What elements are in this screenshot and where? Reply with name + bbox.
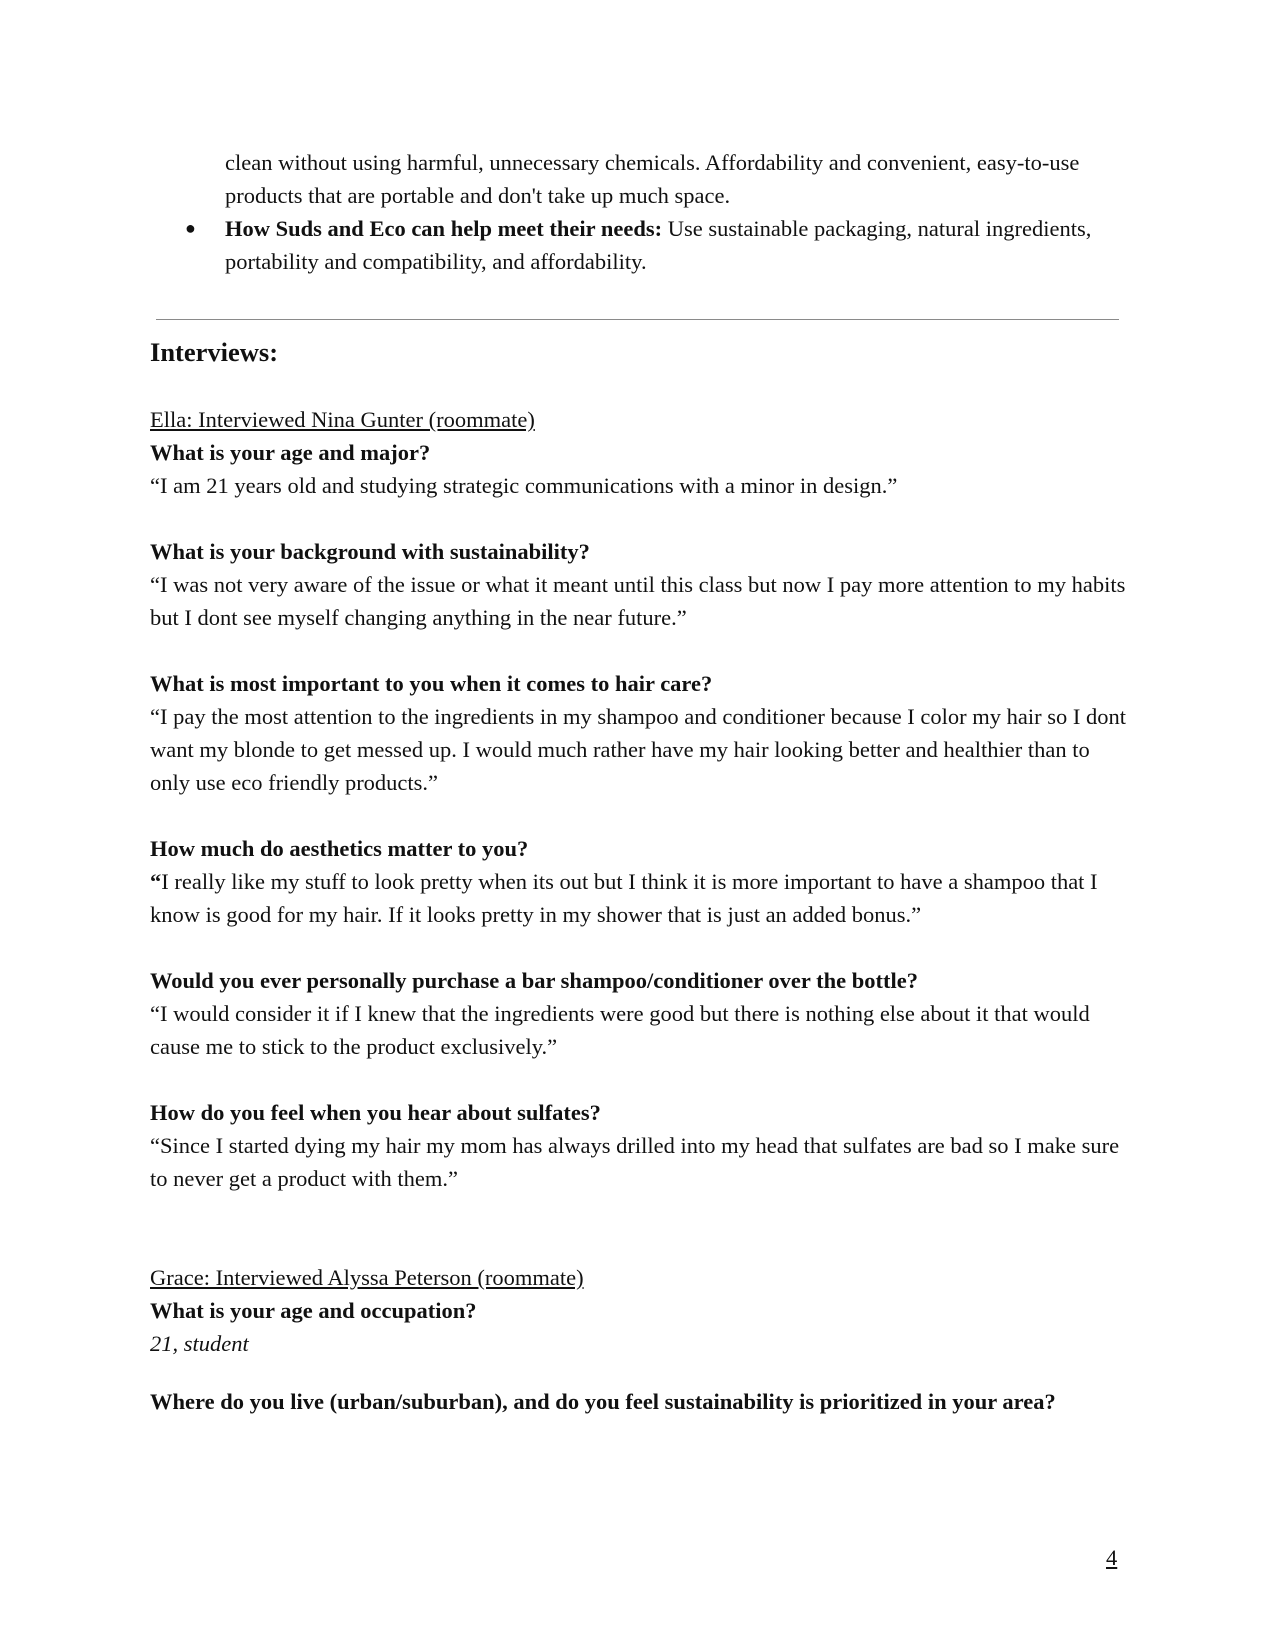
answer: “I am 21 years old and studying strategic communications with a minor in design.” — [150, 473, 898, 498]
answer: “I would consider it if I knew that the ingredients were good but there is nothing else about it that would cause me to stick to the product exclusively.” — [150, 1001, 1090, 1059]
bullet-label: How Suds and Eco can help meet their needs: — [225, 216, 663, 241]
question: What is your background with sustainability? — [150, 539, 590, 564]
interviewer-line-ella: Ella: Interviewed Nina Gunter (roommate) — [150, 407, 535, 432]
answer: “I pay the most attention to the ingredients in my shampoo and conditioner because I color my hair so I dont want my blonde to get messed up. I would much rather have my hair looking better and healthier than to only use eco friendly products.” — [150, 704, 1127, 795]
question: Where do you live (urban/suburban), and do you feel sustainability is prioritized in your area? — [150, 1389, 1056, 1414]
question: What is your age and occupation? — [150, 1298, 477, 1323]
question: How do you feel when you hear about sulfates? — [150, 1100, 601, 1125]
horizontal-rule — [156, 319, 1119, 320]
interviewer-line-grace: Grace: Interviewed Alyssa Peterson (roommate) — [150, 1265, 584, 1290]
answer: “Since I started dying my hair my mom has always drilled into my head that sulfates are bad so I make sure to never get a product with them.” — [150, 1133, 1120, 1191]
question: What is most important to you when it comes to hair care? — [150, 671, 713, 696]
question: Would you ever personally purchase a bar shampoo/conditioner over the bottle? — [150, 968, 918, 993]
answer — [150, 865, 1130, 931]
bullet-continuation: clean without using harmful, unnecessary chemicals. Affordability and convenient, easy-to-use products that are portable and don't take up much space. — [225, 150, 1080, 208]
answer: “I was not very aware of the issue or what it meant until this class but now I pay more attention to my habits but I dont see myself changing anything in the near future.” — [150, 572, 1126, 630]
question: What is your age and major? — [150, 440, 431, 465]
answer-open-quote: “ — [150, 869, 162, 894]
page-number: 4 — [1106, 1545, 1118, 1570]
bullet-item — [185, 212, 1130, 278]
bullet-text: Use sustainable packaging, natural ingredients, portability and compatibility, and affordability. — [225, 216, 1092, 274]
question: How much do aesthetics matter to you? — [150, 836, 529, 861]
section-heading: Interviews: — [150, 337, 279, 367]
page-content — [150, 146, 1130, 1418]
bullet-dot-icon: ● — [185, 218, 196, 238]
answer: 21, student — [150, 1331, 249, 1356]
answer-text: I really like my stuff to look pretty when its out but I think it is more important to have a shampoo that I know is good for my hair. If it looks pretty in my shower that is just an added bonus.” — [150, 869, 1098, 927]
